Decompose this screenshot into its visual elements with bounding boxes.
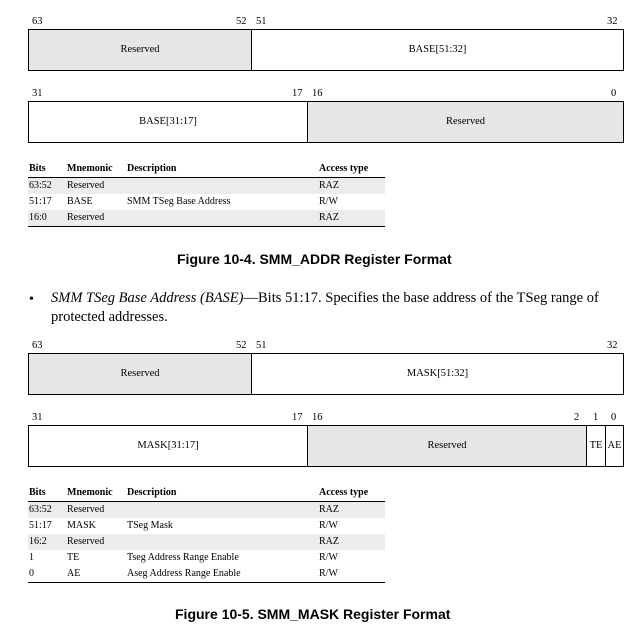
cell-description: Aseg Address Range Enable — [127, 568, 241, 579]
cell-access: R/W — [319, 568, 338, 579]
cell-access: R/W — [319, 196, 338, 207]
table-row — [28, 210, 385, 226]
field-label: BASE[31:17] — [139, 116, 197, 127]
bullet-symbol: • — [29, 292, 34, 307]
table-row — [28, 566, 385, 582]
cell-mnemonic: TE — [67, 552, 80, 563]
table-row — [28, 502, 385, 518]
header-mnemonic: Mnemonic — [67, 487, 113, 498]
bit-label: 52 — [236, 340, 247, 351]
bullet-text-rest: —Bits 51:17. Specifies the base address of the TSeg range of — [243, 290, 599, 306]
table-row — [28, 194, 385, 210]
bit-label: 17 — [292, 412, 303, 423]
header-description: Description — [127, 487, 177, 498]
field-label: Reserved — [427, 440, 467, 451]
header-description: Description — [127, 163, 177, 174]
bit-label: 63 — [32, 16, 43, 27]
bit-label: 63 — [32, 340, 43, 351]
cell-access: RAZ — [319, 180, 339, 191]
field-label: MASK[51:32] — [406, 368, 469, 379]
header-mnemonic: Mnemonic — [67, 163, 113, 174]
register-table — [28, 485, 385, 582]
field-label: Reserved — [120, 368, 160, 379]
cell-mnemonic: Reserved — [67, 180, 105, 191]
table-row — [28, 518, 385, 534]
field-label: Reserved — [445, 116, 486, 127]
cell-bits: 1 — [29, 552, 34, 563]
cell-mnemonic: Reserved — [67, 536, 105, 547]
cell-description: SMM TSeg Base Address — [127, 196, 231, 207]
header-access-type: Access type — [319, 163, 369, 174]
register-field-reserved — [307, 425, 587, 467]
bit-label: 52 — [236, 16, 247, 27]
bit-label: 2 — [574, 412, 580, 423]
cell-mnemonic: Reserved — [67, 504, 105, 515]
header-bits: Bits — [29, 487, 46, 498]
field-label: MASK[31:17] — [137, 440, 199, 451]
field-label: TE — [589, 440, 603, 451]
table-row — [28, 550, 385, 566]
cell-mnemonic: MASK — [67, 520, 96, 531]
cell-access: RAZ — [319, 536, 339, 547]
register-field-base-high — [251, 29, 624, 71]
cell-bits: 63:52 — [29, 180, 52, 191]
register-field-mask-low — [28, 425, 308, 467]
cell-mnemonic: BASE — [67, 196, 93, 207]
bit-label: 0 — [611, 88, 617, 99]
cell-access: R/W — [319, 520, 338, 531]
table-row — [28, 178, 385, 194]
register-field-ae — [605, 425, 624, 467]
bullet-italic-term: SMM TSeg Base Address (BASE) — [51, 290, 244, 306]
field-label: BASE[51:32] — [408, 44, 467, 55]
cell-bits: 16:0 — [29, 212, 47, 223]
table-row — [28, 534, 385, 550]
bit-label: 32 — [607, 340, 618, 351]
header-access-type: Access type — [319, 487, 369, 498]
register-field-te — [586, 425, 606, 467]
cell-access: R/W — [319, 552, 338, 563]
register-field-base-low — [28, 101, 308, 143]
cell-access: RAZ — [319, 212, 339, 223]
bit-label: 51 — [256, 16, 267, 27]
register-field-mask-high — [251, 353, 624, 395]
bit-label: 0 — [611, 412, 617, 423]
header-bits: Bits — [29, 163, 46, 174]
bit-label: 17 — [292, 88, 303, 99]
cell-bits: 63:52 — [29, 504, 52, 515]
register-field-reserved — [28, 353, 252, 395]
table-header-row — [28, 485, 385, 501]
cell-description: Tseg Address Range Enable — [127, 552, 239, 563]
bit-label: 31 — [32, 412, 43, 423]
register-field-reserved — [307, 101, 624, 143]
bit-label: 16 — [312, 412, 323, 423]
bit-label: 32 — [607, 16, 618, 27]
field-label: Reserved — [120, 44, 160, 55]
bullet-line-1 — [51, 289, 631, 308]
table-header-row — [28, 161, 385, 177]
register-field-reserved — [28, 29, 252, 71]
field-label: AE — [607, 440, 622, 451]
register-table — [28, 161, 385, 227]
bit-label: 51 — [256, 340, 267, 351]
cell-bits: 0 — [29, 568, 34, 579]
cell-mnemonic: Reserved — [67, 212, 105, 223]
cell-access: RAZ — [319, 504, 339, 515]
bullet-line-2: protected addresses. — [51, 309, 168, 325]
cell-description: TSeg Mask — [127, 520, 173, 531]
bit-label: 1 — [593, 412, 599, 423]
figure-caption: Figure 10-5. SMM_MASK Register Format — [175, 606, 451, 622]
cell-bits: 51:17 — [29, 520, 52, 531]
bit-label: 16 — [312, 88, 323, 99]
bit-label: 31 — [32, 88, 43, 99]
cell-mnemonic: AE — [67, 568, 81, 579]
figure-caption: Figure 10-4. SMM_ADDR Register Format — [177, 251, 452, 267]
cell-bits: 51:17 — [29, 196, 52, 207]
cell-bits: 16:2 — [29, 536, 47, 547]
